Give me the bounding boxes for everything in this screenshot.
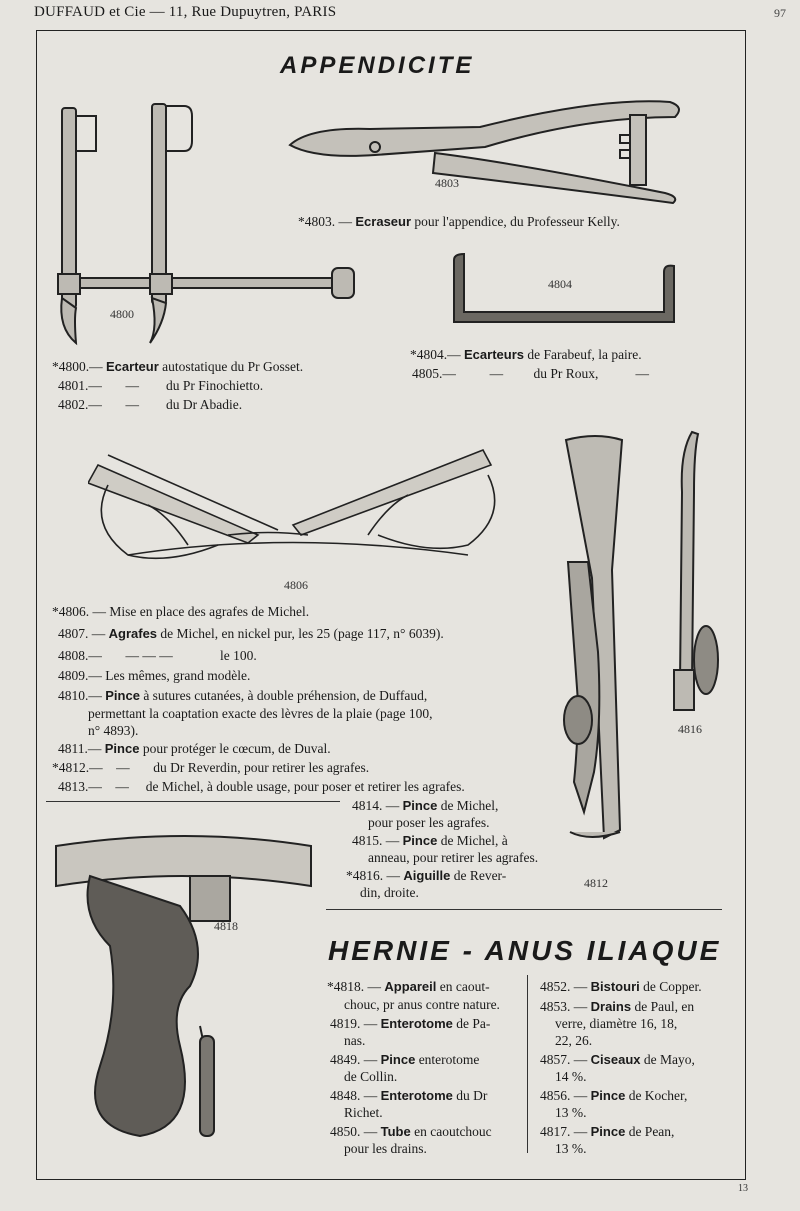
entry-4853-line3: 22, 26.	[555, 1033, 593, 1048]
entry-4849-line2: de Collin.	[344, 1069, 398, 1084]
entry-4815: 4815. — Pince de Michel, à	[352, 833, 508, 848]
figure-label-4800: 4800	[110, 307, 134, 321]
divider-left	[46, 801, 340, 802]
entry-4856-line2: 13 %.	[555, 1105, 587, 1120]
divider-hernie	[326, 909, 722, 910]
entry-4850: 4850. — Tube en caoutchouc	[330, 1124, 492, 1139]
entry-4804: *4804.— Ecarteurs de Farabeuf, la paire.	[410, 347, 642, 362]
entry-4814-line2: pour poser les agrafes.	[368, 815, 490, 830]
figure-4803-crusher	[285, 95, 705, 205]
entry-4816-line2: din, droite.	[360, 885, 419, 900]
entry-4803: *4803. — Ecraseur pour l'appendice, du Professeur Kelly.	[298, 214, 620, 229]
entry-4817-line2: 13 %.	[555, 1141, 587, 1156]
entry-4818: *4818. — Appareil en caout-	[327, 979, 490, 994]
entry-4857: 4857. — Ciseaux de Mayo,	[540, 1052, 695, 1067]
entry-4816: *4816. — Aiguille de Rever-	[346, 868, 507, 883]
entry-4817: 4817. — Pince de Pean,	[540, 1124, 675, 1139]
entry-4848-line2: Richet.	[344, 1105, 383, 1120]
entry-4810: 4810.— Pince à sutures cutanées, à double préhension, de Duffaud,	[58, 688, 428, 703]
figure-label-4816: 4816	[678, 722, 702, 736]
entry-4813: 4813.— — de Michel, à double usage, pour poser et retirer les agrafes.	[58, 779, 465, 794]
column-divider	[527, 975, 528, 1153]
entry-4810-line3: n° 4893).	[88, 723, 139, 738]
figure-label-4804: 4804	[548, 277, 572, 291]
entry-4811: 4811.— Pince pour protéger le cœcum, de Duval.	[58, 741, 331, 756]
entry-4807: 4807. — Agrafes de Michel, en nickel pur, les 25 (page 117, n° 6039).	[58, 626, 444, 641]
entry-4810-line2: permettant la coaptation exacte des lèvres de la plaie (page 100,	[88, 706, 433, 721]
entry-4853: 4853. — Drains de Paul, en	[540, 999, 695, 1014]
entry-4819-line2: nas.	[344, 1033, 366, 1048]
figure-label-4818: 4818	[214, 919, 238, 933]
entry-4800: *4800.— Ecarteur autostatique du Pr Gosset.	[52, 359, 304, 374]
entry-4852: 4852. — Bistouri de Copper.	[540, 979, 702, 994]
entry-4814: 4814. — Pince de Michel,	[352, 798, 499, 813]
entry-4801: 4801.— — du Pr Finochietto.	[58, 378, 264, 393]
figure-4812-pince	[560, 432, 640, 872]
entry-4812: *4812.— — du Dr Reverdin, pour retirer les agrafes.	[52, 760, 370, 775]
entry-4849: 4849. — Pince enterotome	[330, 1052, 480, 1067]
page-header: DUFFAUD et Cie — 11, Rue Dupuytren, PARIS	[34, 4, 337, 20]
entry-4857-line2: 14 %.	[555, 1069, 587, 1084]
footer-mark: 13	[738, 1183, 748, 1194]
figure-4818-appareil	[50, 826, 320, 1156]
figure-label-4803: 4803	[435, 176, 459, 190]
figure-4816-aiguille	[668, 430, 728, 720]
entry-4818-line2: chouc, pr anus contre nature.	[344, 997, 500, 1012]
page-number: 97	[774, 6, 786, 20]
entry-4850-line2: pour les drains.	[344, 1141, 427, 1156]
entry-4853-line2: verre, diamètre 16, 18,	[555, 1016, 678, 1031]
entry-4856: 4856. — Pince de Kocher,	[540, 1088, 688, 1103]
entry-4805: 4805.— — du Pr Roux, —	[412, 366, 650, 381]
figure-4806-agrafes-application	[88, 435, 508, 575]
entry-4848: 4848. — Enterotome du Dr	[330, 1088, 488, 1103]
figure-label-4812: 4812	[584, 876, 608, 890]
entry-4809: 4809.— Les mêmes, grand modèle.	[58, 668, 251, 683]
figure-label-4806: 4806	[284, 578, 308, 592]
entry-4819: 4819. — Enterotome de Pa-	[330, 1016, 491, 1031]
entry-4815-line2: anneau, pour retirer les agrafes.	[368, 850, 539, 865]
entry-4808: 4808.— — — — le 100.	[58, 648, 257, 663]
entry-4806: *4806. — Mise en place des agrafes de Michel.	[52, 604, 310, 619]
section-title-hernie: HERNIE - ANUS ILIAQUE	[328, 935, 722, 966]
section-title-appendicite: APPENDICITE	[280, 52, 475, 79]
entry-4802: 4802.— — du Dr Abadie.	[58, 397, 243, 412]
